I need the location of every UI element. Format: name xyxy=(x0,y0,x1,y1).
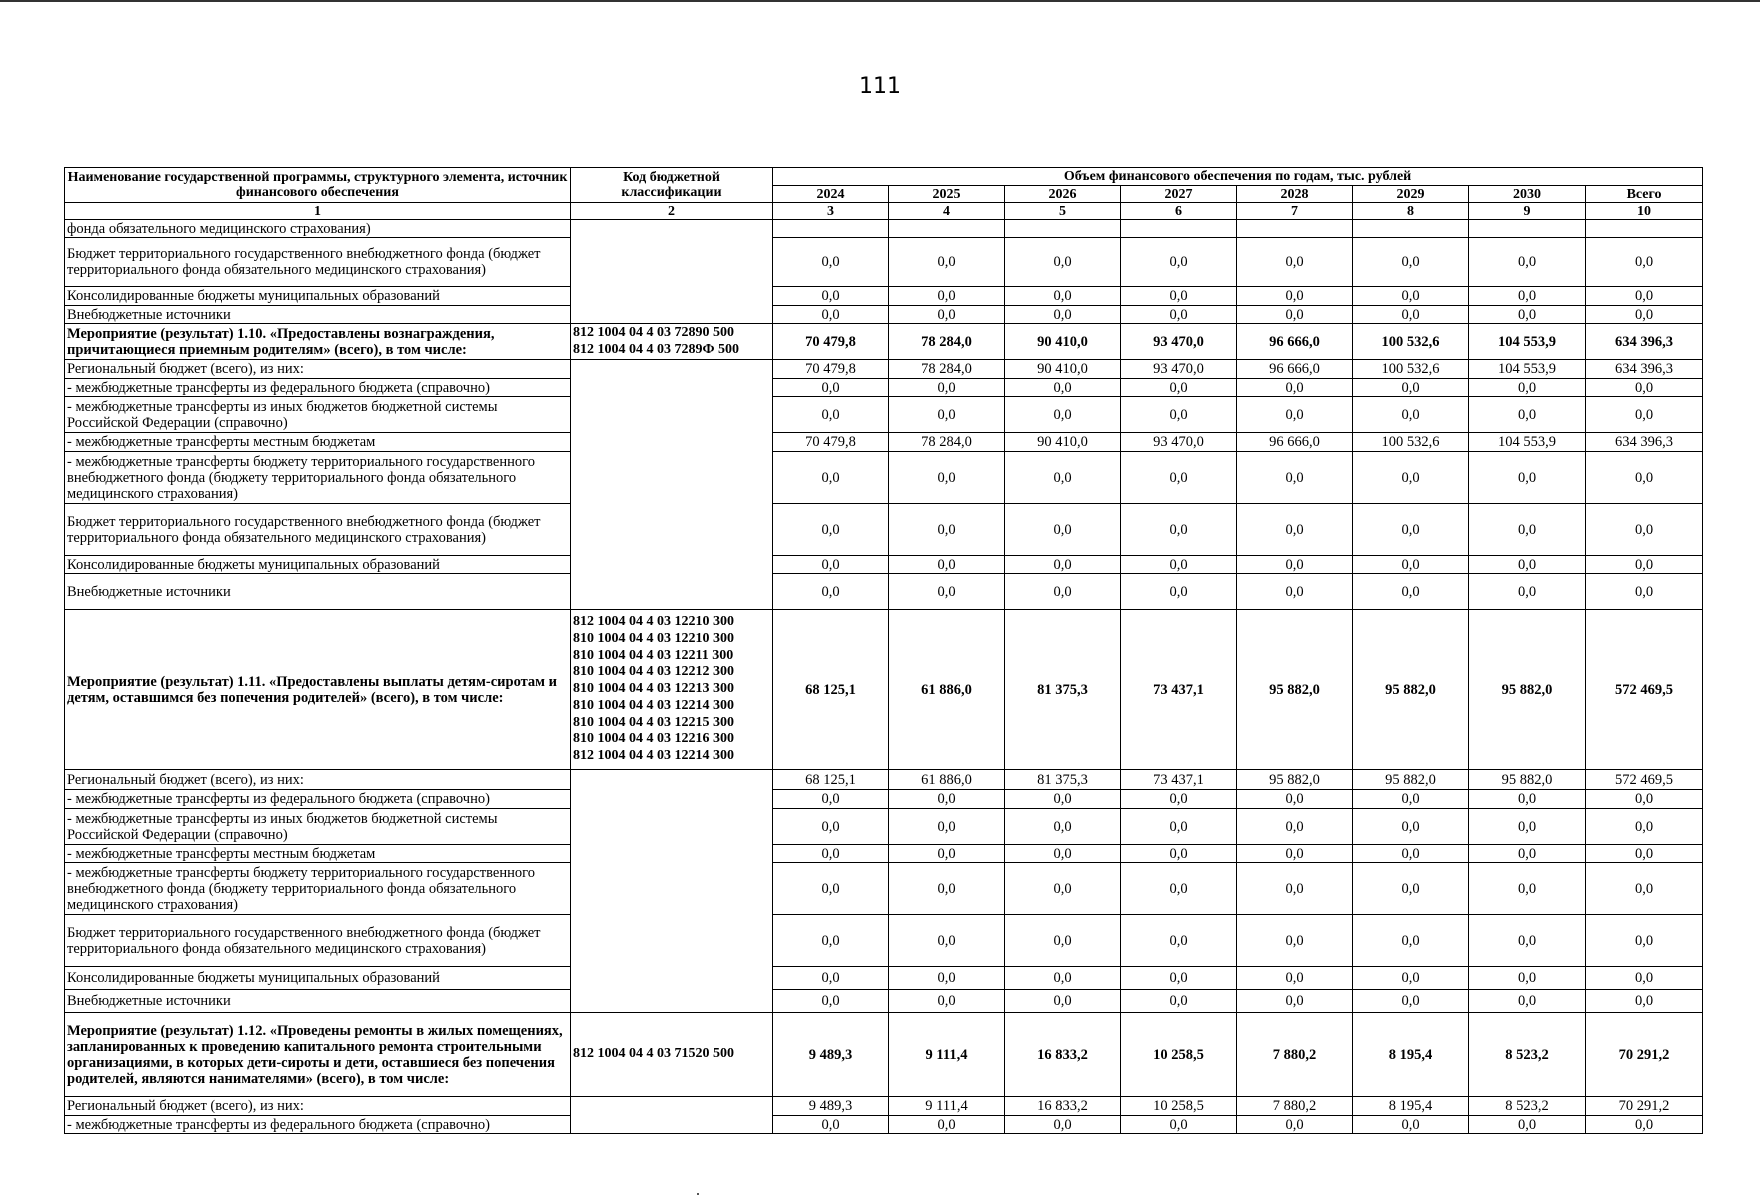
year-value: 0,0 xyxy=(889,574,1005,610)
header-year: 2030 xyxy=(1469,186,1586,203)
total-value: 0,0 xyxy=(1586,574,1703,610)
total-value: 70 291,2 xyxy=(1586,1013,1703,1097)
year-value: 10 258,5 xyxy=(1121,1097,1237,1116)
year-value: 0,0 xyxy=(1469,845,1586,863)
year-value: 0,0 xyxy=(889,1116,1005,1134)
row-name: Консолидированные бюджеты муниципальных образований xyxy=(65,967,571,990)
year-value: 0,0 xyxy=(889,845,1005,863)
year-value: 0,0 xyxy=(1469,990,1586,1013)
row-name: - межбюджетные трансферты бюджету территориального государственного внебюджетного фонда (бюджету территориального фонда обязательного медицинского страхования) xyxy=(65,863,571,915)
year-value: 0,0 xyxy=(1353,504,1469,556)
year-value: 0,0 xyxy=(1237,915,1353,967)
year-value: 0,0 xyxy=(1005,397,1121,433)
table-row xyxy=(65,574,1703,610)
table-row xyxy=(65,238,1703,287)
year-value: 8 523,2 xyxy=(1469,1097,1586,1116)
year-value: 0,0 xyxy=(1005,845,1121,863)
year-value xyxy=(889,220,1005,238)
total-value: 0,0 xyxy=(1586,809,1703,845)
year-value: 90 410,0 xyxy=(1005,433,1121,452)
table-row xyxy=(65,287,1703,306)
year-value: 0,0 xyxy=(889,452,1005,504)
year-value: 0,0 xyxy=(889,504,1005,556)
year-value: 0,0 xyxy=(1121,379,1237,397)
total-value: 0,0 xyxy=(1586,915,1703,967)
table-row xyxy=(65,433,1703,452)
year-value xyxy=(1121,220,1237,238)
year-value: 0,0 xyxy=(1469,397,1586,433)
budget-code: 812 1004 04 4 03 7289Ф 500 xyxy=(573,341,740,357)
year-value: 16 833,2 xyxy=(1005,1013,1121,1097)
row-name: - межбюджетные трансферты бюджету территориального государственного внебюджетного фонда (бюджету территориального фонда обязательного медицинского страхования) xyxy=(65,452,571,504)
budget-code: 810 1004 04 4 03 12212 300 xyxy=(573,664,734,680)
table-row xyxy=(65,324,1703,360)
year-value: 0,0 xyxy=(1353,809,1469,845)
row-name: Внебюджетные источники xyxy=(65,574,571,610)
budget-code: 812 1004 04 4 03 72890 500 xyxy=(573,324,734,340)
table-row xyxy=(65,360,1703,379)
year-value: 0,0 xyxy=(1237,556,1353,574)
total-value: 0,0 xyxy=(1586,238,1703,287)
budget-codes xyxy=(571,610,773,770)
year-value: 0,0 xyxy=(1469,915,1586,967)
year-value: 0,0 xyxy=(1121,990,1237,1013)
column-number: 6 xyxy=(1121,203,1237,220)
budget-table xyxy=(64,167,1703,1134)
year-value: 0,0 xyxy=(1005,863,1121,915)
total-value: 0,0 xyxy=(1586,990,1703,1013)
year-value: 0,0 xyxy=(773,967,889,990)
total-value: 70 291,2 xyxy=(1586,1097,1703,1116)
year-value: 0,0 xyxy=(1237,379,1353,397)
year-value: 0,0 xyxy=(773,306,889,324)
year-value: 0,0 xyxy=(773,915,889,967)
year-value: 0,0 xyxy=(1237,790,1353,809)
year-value: 0,0 xyxy=(1353,397,1469,433)
year-value: 0,0 xyxy=(773,574,889,610)
year-value: 95 882,0 xyxy=(1237,770,1353,790)
year-value: 0,0 xyxy=(773,379,889,397)
year-value: 0,0 xyxy=(1237,1116,1353,1134)
year-value: 96 666,0 xyxy=(1237,433,1353,452)
year-value: 0,0 xyxy=(889,967,1005,990)
row-name: Региональный бюджет (всего), из них: xyxy=(65,360,571,379)
year-value: 70 479,8 xyxy=(773,433,889,452)
row-name: - межбюджетные трансферты из иных бюджетов бюджетной системы Российской Федерации (справочно) xyxy=(65,809,571,845)
year-value: 78 284,0 xyxy=(889,433,1005,452)
year-value: 0,0 xyxy=(1005,556,1121,574)
year-value: 104 553,9 xyxy=(1469,433,1586,452)
table-row xyxy=(65,990,1703,1013)
year-value: 0,0 xyxy=(1121,397,1237,433)
year-value: 0,0 xyxy=(1005,452,1121,504)
row-name: Мероприятие (результат) 1.12. «Проведены ремонты в жилых помещениях, запланированных к проведению капитального ремонта строительными организациями, в которых дети-сироты и дети, оставшиеся без попечения родителей, являются нанимателями» (всего), в том числе: xyxy=(65,1013,571,1097)
year-value: 0,0 xyxy=(773,287,889,306)
table-row xyxy=(65,1116,1703,1134)
row-name: - межбюджетные трансферты местным бюджетам xyxy=(65,433,571,452)
year-value: 0,0 xyxy=(773,863,889,915)
year-value: 0,0 xyxy=(1237,306,1353,324)
year-value: 0,0 xyxy=(889,379,1005,397)
year-value: 0,0 xyxy=(773,504,889,556)
year-value: 0,0 xyxy=(1121,287,1237,306)
year-value: 0,0 xyxy=(773,845,889,863)
table-row xyxy=(65,770,1703,790)
year-value: 0,0 xyxy=(889,990,1005,1013)
year-value: 61 886,0 xyxy=(889,770,1005,790)
table-row xyxy=(65,967,1703,990)
row-name: Внебюджетные источники xyxy=(65,990,571,1013)
year-value: 0,0 xyxy=(1237,990,1353,1013)
total-value: 0,0 xyxy=(1586,306,1703,324)
year-value: 68 125,1 xyxy=(773,610,889,770)
budget-code: 810 1004 04 4 03 12210 300 xyxy=(573,631,734,647)
total-value: 0,0 xyxy=(1586,967,1703,990)
year-value: 104 553,9 xyxy=(1469,360,1586,379)
year-value: 0,0 xyxy=(1121,238,1237,287)
total-value: 0,0 xyxy=(1586,452,1703,504)
year-value: 0,0 xyxy=(1005,967,1121,990)
year-value: 0,0 xyxy=(1121,452,1237,504)
budget-code: 810 1004 04 4 03 12211 300 xyxy=(573,647,734,663)
year-value: 0,0 xyxy=(1121,915,1237,967)
year-value: 0,0 xyxy=(1121,967,1237,990)
column-number: 7 xyxy=(1237,203,1353,220)
year-value: 100 532,6 xyxy=(1353,324,1469,360)
header-year: 2026 xyxy=(1005,186,1121,203)
year-value: 7 880,2 xyxy=(1237,1013,1353,1097)
year-value: 93 470,0 xyxy=(1121,360,1237,379)
year-value: 0,0 xyxy=(1353,915,1469,967)
year-value: 0,0 xyxy=(1353,556,1469,574)
year-value: 0,0 xyxy=(1121,1116,1237,1134)
year-value: 0,0 xyxy=(1469,379,1586,397)
year-value: 0,0 xyxy=(1237,863,1353,915)
row-name: Бюджет территориального государственного внебюджетного фонда (бюджет территориального фонда обязательного медицинского страхования) xyxy=(65,504,571,556)
budget-code: 810 1004 04 4 03 12216 300 xyxy=(573,731,734,747)
column-number: 4 xyxy=(889,203,1005,220)
row-name: Консолидированные бюджеты муниципальных образований xyxy=(65,287,571,306)
header-code: Код бюджетной классификации xyxy=(571,168,773,203)
column-number: 8 xyxy=(1353,203,1469,220)
year-value xyxy=(1237,220,1353,238)
year-value: 9 489,3 xyxy=(773,1097,889,1116)
year-value: 0,0 xyxy=(1237,287,1353,306)
year-value: 0,0 xyxy=(1005,790,1121,809)
row-name: Региональный бюджет (всего), из них: xyxy=(65,770,571,790)
year-value: 0,0 xyxy=(1469,863,1586,915)
year-value: 0,0 xyxy=(1121,306,1237,324)
year-value: 0,0 xyxy=(1237,967,1353,990)
year-value: 8 195,4 xyxy=(1353,1097,1469,1116)
header-year: 2029 xyxy=(1353,186,1469,203)
table-row xyxy=(65,790,1703,809)
year-value: 0,0 xyxy=(1353,990,1469,1013)
row-name: Консолидированные бюджеты муниципальных образований xyxy=(65,556,571,574)
row-name: - межбюджетные трансферты из федерального бюджета (справочно) xyxy=(65,379,571,397)
year-value: 0,0 xyxy=(1353,238,1469,287)
row-name: - межбюджетные трансферты из иных бюджетов бюджетной системы Российской Федерации (справочно) xyxy=(65,397,571,433)
total-value: 0,0 xyxy=(1586,287,1703,306)
year-value: 0,0 xyxy=(1353,287,1469,306)
year-value: 0,0 xyxy=(773,790,889,809)
table-row xyxy=(65,379,1703,397)
year-value: 95 882,0 xyxy=(1237,610,1353,770)
year-value: 70 479,8 xyxy=(773,324,889,360)
total-value: 572 469,5 xyxy=(1586,610,1703,770)
year-value: 95 882,0 xyxy=(1469,770,1586,790)
year-value: 0,0 xyxy=(889,809,1005,845)
year-value: 78 284,0 xyxy=(889,324,1005,360)
column-number: 5 xyxy=(1005,203,1121,220)
total-value: 0,0 xyxy=(1586,790,1703,809)
year-value: 95 882,0 xyxy=(1353,770,1469,790)
year-value: 0,0 xyxy=(889,287,1005,306)
budget-code: 810 1004 04 4 03 12215 300 xyxy=(573,714,734,730)
budget-code: 812 1004 04 4 03 71520 500 xyxy=(573,1046,734,1062)
year-value: 10 258,5 xyxy=(1121,1013,1237,1097)
row-name: - межбюджетные трансферты местным бюджетам xyxy=(65,845,571,863)
table-row xyxy=(65,1013,1703,1097)
row-name: - межбюджетные трансферты из федерального бюджета (справочно) xyxy=(65,1116,571,1134)
year-value: 0,0 xyxy=(1005,990,1121,1013)
year-value: 0,0 xyxy=(1005,574,1121,610)
year-value: 0,0 xyxy=(1353,967,1469,990)
table-row xyxy=(65,863,1703,915)
total-value: 0,0 xyxy=(1586,863,1703,915)
year-value: 90 410,0 xyxy=(1005,324,1121,360)
row-name: Мероприятие (результат) 1.11. «Предоставлены выплаты детям-сиротам и детям, оставшимся без попечения родителей» (всего), в том числе: xyxy=(65,610,571,770)
year-value: 81 375,3 xyxy=(1005,610,1121,770)
year-value xyxy=(1005,220,1121,238)
year-value: 0,0 xyxy=(773,556,889,574)
year-value: 0,0 xyxy=(1237,845,1353,863)
year-value: 0,0 xyxy=(773,238,889,287)
year-value: 0,0 xyxy=(1005,915,1121,967)
row-name: Мероприятие (результат) 1.10. «Предоставлены вознаграждения, причитающиеся приемным родителям» (всего), в том числе: xyxy=(65,324,571,360)
column-number: 2 xyxy=(571,203,773,220)
year-value: 0,0 xyxy=(1469,790,1586,809)
year-value: 0,0 xyxy=(1353,379,1469,397)
year-value: 0,0 xyxy=(773,397,889,433)
budget-code: 810 1004 04 4 03 12214 300 xyxy=(573,697,734,713)
empty-code-cell xyxy=(571,1097,773,1134)
table-row xyxy=(65,610,1703,770)
header-year: 2024 xyxy=(773,186,889,203)
year-value: 0,0 xyxy=(1469,967,1586,990)
year-value: 0,0 xyxy=(773,1116,889,1134)
year-value: 104 553,9 xyxy=(1469,324,1586,360)
total-value: 634 396,3 xyxy=(1586,360,1703,379)
column-number: 3 xyxy=(773,203,889,220)
year-value: 0,0 xyxy=(1353,306,1469,324)
total-value: 0,0 xyxy=(1586,845,1703,863)
year-value: 93 470,0 xyxy=(1121,433,1237,452)
year-value: 0,0 xyxy=(1005,306,1121,324)
year-value: 0,0 xyxy=(1353,845,1469,863)
row-name: Бюджет территориального государственного внебюджетного фонда (бюджет территориального фонда обязательного медицинского страхования) xyxy=(65,238,571,287)
year-value: 0,0 xyxy=(1469,452,1586,504)
year-value: 0,0 xyxy=(1005,238,1121,287)
header-year: 2027 xyxy=(1121,186,1237,203)
table-row xyxy=(65,1097,1703,1116)
year-value: 96 666,0 xyxy=(1237,360,1353,379)
total-value: 0,0 xyxy=(1586,504,1703,556)
year-value: 0,0 xyxy=(1237,574,1353,610)
budget-code: 812 1004 04 4 03 12210 300 xyxy=(573,614,734,630)
year-value: 0,0 xyxy=(1121,556,1237,574)
year-value: 90 410,0 xyxy=(1005,360,1121,379)
total-value: 0,0 xyxy=(1586,379,1703,397)
total-value: 0,0 xyxy=(1586,556,1703,574)
year-value: 0,0 xyxy=(1237,397,1353,433)
year-value: 0,0 xyxy=(1121,790,1237,809)
year-value: 81 375,3 xyxy=(1005,770,1121,790)
year-value: 68 125,1 xyxy=(773,770,889,790)
empty-code-cell xyxy=(571,770,773,1013)
year-value: 0,0 xyxy=(1005,287,1121,306)
row-name: фонда обязательного медицинского страхования) xyxy=(65,220,571,238)
year-value: 0,0 xyxy=(1469,574,1586,610)
year-value: 0,0 xyxy=(1005,379,1121,397)
row-name: - межбюджетные трансферты из федерального бюджета (справочно) xyxy=(65,790,571,809)
year-value: 0,0 xyxy=(889,863,1005,915)
year-value: 0,0 xyxy=(1121,574,1237,610)
year-value: 7 880,2 xyxy=(1237,1097,1353,1116)
year-value: 0,0 xyxy=(773,452,889,504)
year-value: 0,0 xyxy=(1469,809,1586,845)
year-value: 9 111,4 xyxy=(889,1097,1005,1116)
year-value: 0,0 xyxy=(1121,504,1237,556)
budget-codes xyxy=(571,324,773,360)
top-border-line xyxy=(0,0,1760,2)
table-body xyxy=(65,220,1703,1134)
year-value: 100 532,6 xyxy=(1353,433,1469,452)
year-value: 73 437,1 xyxy=(1121,770,1237,790)
budget-code: 812 1004 04 4 03 12214 300 xyxy=(573,747,734,763)
year-value: 0,0 xyxy=(1353,574,1469,610)
year-value: 0,0 xyxy=(889,238,1005,287)
header-name: Наименование государственной программы, структурного элемента, источник финансового обеспечения xyxy=(65,168,571,203)
header-total: Всего xyxy=(1586,186,1703,203)
year-value xyxy=(1353,220,1469,238)
total-value xyxy=(1586,220,1703,238)
empty-code-cell xyxy=(571,360,773,610)
year-value: 9 489,3 xyxy=(773,1013,889,1097)
header-volume: Объем финансового обеспечения по годам, тыс. рублей xyxy=(773,168,1703,186)
year-value: 0,0 xyxy=(1237,809,1353,845)
header-year: 2025 xyxy=(889,186,1005,203)
year-value: 8 523,2 xyxy=(1469,1013,1586,1097)
row-name: Внебюджетные источники xyxy=(65,306,571,324)
column-number: 9 xyxy=(1469,203,1586,220)
year-value: 0,0 xyxy=(1353,1116,1469,1134)
year-value: 93 470,0 xyxy=(1121,324,1237,360)
year-value: 0,0 xyxy=(889,556,1005,574)
column-number: 1 xyxy=(65,203,571,220)
year-value: 0,0 xyxy=(1469,238,1586,287)
year-value: 95 882,0 xyxy=(1353,610,1469,770)
year-value: 70 479,8 xyxy=(773,360,889,379)
year-value xyxy=(1469,220,1586,238)
year-value: 73 437,1 xyxy=(1121,610,1237,770)
table-row xyxy=(65,452,1703,504)
table-row xyxy=(65,809,1703,845)
year-value: 61 886,0 xyxy=(889,610,1005,770)
year-value: 95 882,0 xyxy=(1469,610,1586,770)
table-row xyxy=(65,556,1703,574)
page-number: 111 xyxy=(859,74,901,99)
year-value: 0,0 xyxy=(1469,504,1586,556)
year-value: 0,0 xyxy=(1469,306,1586,324)
table-row xyxy=(65,504,1703,556)
table-row xyxy=(65,915,1703,967)
year-value: 9 111,4 xyxy=(889,1013,1005,1097)
year-value: 8 195,4 xyxy=(1353,1013,1469,1097)
year-value: 0,0 xyxy=(1005,809,1121,845)
column-number: 10 xyxy=(1586,203,1703,220)
year-value: 0,0 xyxy=(1005,1116,1121,1134)
year-value: 0,0 xyxy=(1353,790,1469,809)
year-value xyxy=(773,220,889,238)
total-value: 634 396,3 xyxy=(1586,324,1703,360)
year-value: 0,0 xyxy=(889,915,1005,967)
year-value: 78 284,0 xyxy=(889,360,1005,379)
year-value: 0,0 xyxy=(773,990,889,1013)
total-value: 0,0 xyxy=(1586,397,1703,433)
year-value: 0,0 xyxy=(1121,863,1237,915)
table-row xyxy=(65,220,1703,238)
year-value: 0,0 xyxy=(1005,504,1121,556)
empty-code-cell xyxy=(571,220,773,324)
year-value: 0,0 xyxy=(1237,504,1353,556)
year-value: 0,0 xyxy=(1469,1116,1586,1134)
year-value: 0,0 xyxy=(1237,238,1353,287)
year-value: 0,0 xyxy=(889,397,1005,433)
row-name: Бюджет территориального государственного внебюджетного фонда (бюджет территориального фонда обязательного медицинского страхования) xyxy=(65,915,571,967)
year-value: 0,0 xyxy=(1353,452,1469,504)
row-name: Региональный бюджет (всего), из них: xyxy=(65,1097,571,1116)
total-value: 572 469,5 xyxy=(1586,770,1703,790)
year-value: 0,0 xyxy=(889,306,1005,324)
year-value: 0,0 xyxy=(1121,845,1237,863)
year-value: 0,0 xyxy=(1469,556,1586,574)
table-row xyxy=(65,845,1703,863)
total-value: 634 396,3 xyxy=(1586,433,1703,452)
table-row xyxy=(65,397,1703,433)
year-value: 0,0 xyxy=(773,809,889,845)
year-value: 16 833,2 xyxy=(1005,1097,1121,1116)
total-value: 0,0 xyxy=(1586,1116,1703,1134)
year-value: 0,0 xyxy=(889,790,1005,809)
year-value: 100 532,6 xyxy=(1353,360,1469,379)
year-value: 0,0 xyxy=(1353,863,1469,915)
scan-mark xyxy=(697,1193,699,1195)
year-value: 0,0 xyxy=(1237,452,1353,504)
year-value: 96 666,0 xyxy=(1237,324,1353,360)
year-value: 0,0 xyxy=(1469,287,1586,306)
header-year: 2028 xyxy=(1237,186,1353,203)
budget-code: 810 1004 04 4 03 12213 300 xyxy=(573,681,734,697)
budget-codes xyxy=(571,1013,773,1097)
table-row xyxy=(65,306,1703,324)
year-value: 0,0 xyxy=(1121,809,1237,845)
